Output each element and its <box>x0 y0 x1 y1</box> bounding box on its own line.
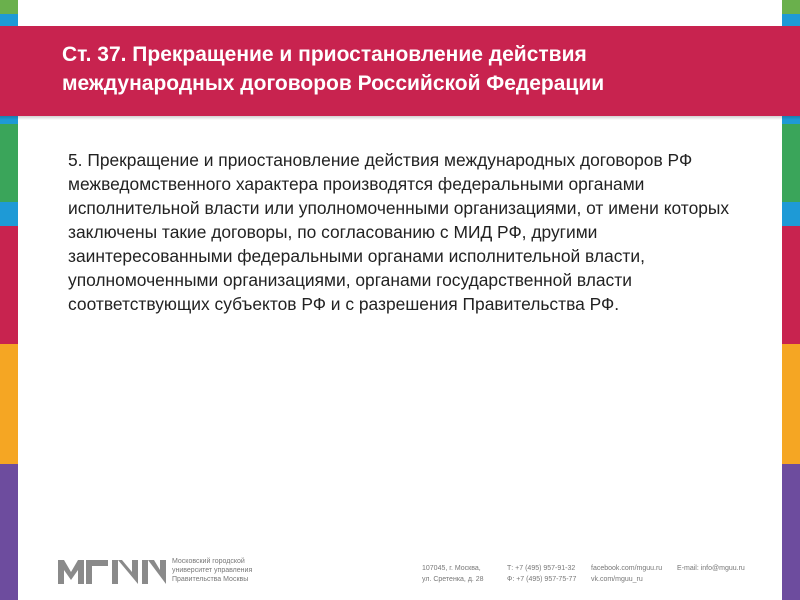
stripe-green <box>782 0 800 14</box>
slide-title-line1: Ст. 37. Прекращение и приостановление действия <box>62 43 587 66</box>
facebook-link[interactable]: facebook.com/mguu.ru <box>591 565 663 572</box>
phone-number: Т: +7 (495) 957-91-32 <box>507 565 576 572</box>
org-line2: университет управления <box>172 567 253 574</box>
email-link[interactable]: E-mail: info@mguu.ru <box>677 565 745 572</box>
slide-title-line2: международных договоров Российской Федерации <box>62 72 605 95</box>
organization-name <box>172 557 282 584</box>
title-band <box>0 26 800 116</box>
social-block <box>591 563 662 585</box>
stripe-crimson <box>0 226 18 344</box>
org-line3: Правительства Москвы <box>172 576 249 583</box>
mguu-logo-icon <box>58 558 166 586</box>
email-block <box>677 563 745 574</box>
stripe-blue <box>0 202 18 226</box>
footer <box>0 552 800 592</box>
stripe-orange <box>782 344 800 464</box>
stripe-crimson <box>782 226 800 344</box>
slide-body-text: 5. Прекращение и приостановление действия международных договоров РФ межведомственного характера производятся федеральными органами исполнительной власти или уполномоченными организациями, от имени которых заключены такие договоры, по согласованию с МИД РФ, другими заинтересованными федеральными органами исполнительной власти, уполномоченными организациями, органами государственной власти соответствующих субъектов РФ и с разрешения Правительства РФ. <box>68 150 730 314</box>
address-block <box>422 563 484 585</box>
stripe-blue <box>782 202 800 226</box>
address-line2: ул. Сретенка, д. 28 <box>422 576 484 583</box>
address-line1: 107045, г. Москва, <box>422 565 481 572</box>
org-line1: Московский городской <box>172 558 245 565</box>
vk-link[interactable]: vk.com/mguu_ru <box>591 576 643 583</box>
stripe-green <box>782 124 800 202</box>
fax-number: Ф: +7 (495) 957-75-77 <box>507 576 577 583</box>
phone-block <box>507 563 576 585</box>
stripe-green <box>0 124 18 202</box>
slide-title <box>62 40 762 98</box>
stripe-green <box>0 0 18 14</box>
stripe-orange <box>0 344 18 464</box>
